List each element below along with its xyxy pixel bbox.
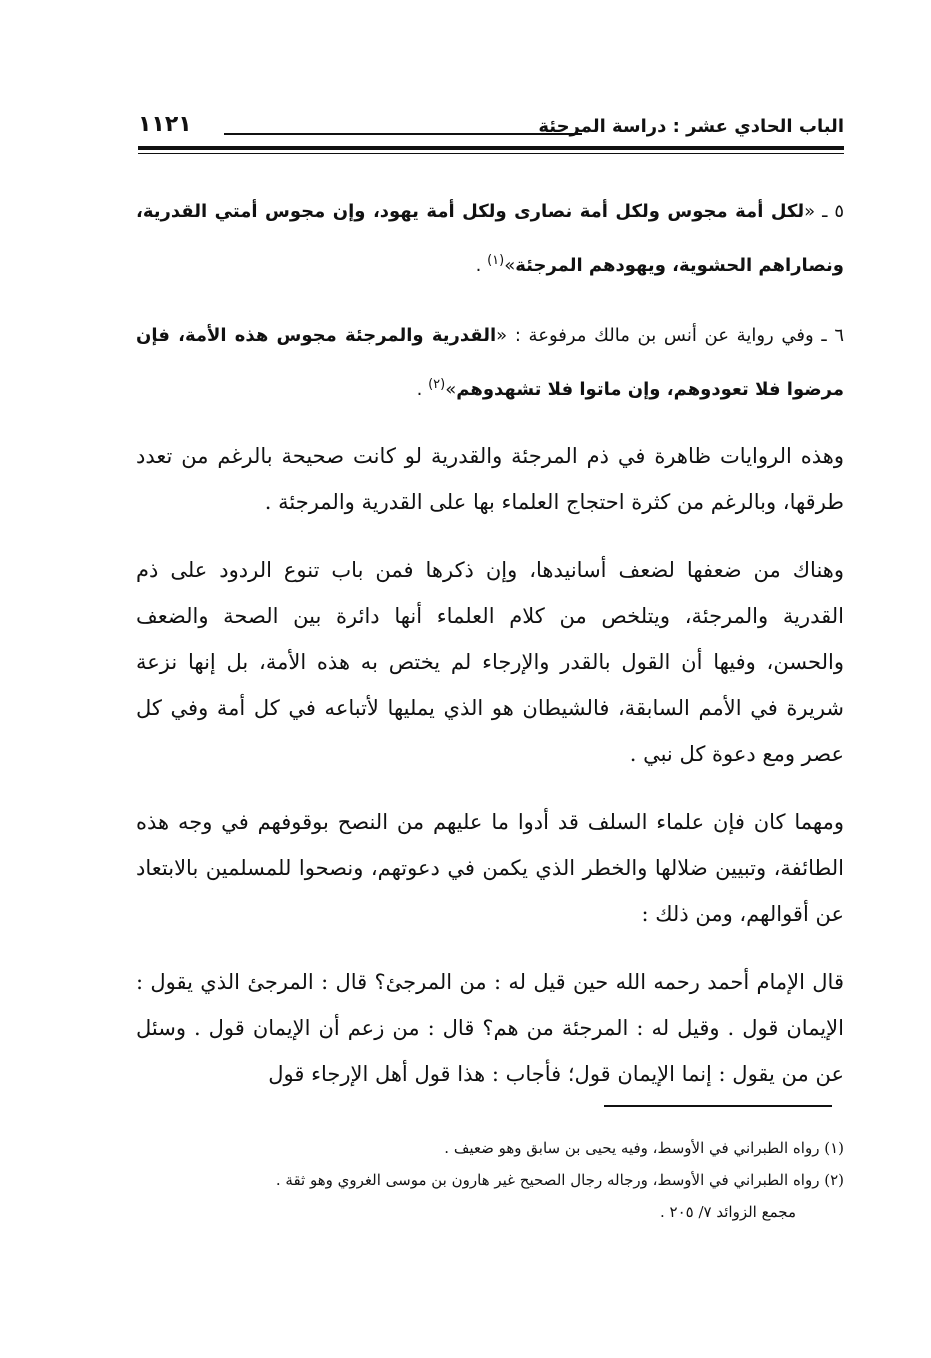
hadith-text: القدرية والمرجئة مجوس هذه الأمة، فإن مرضوا فلا تعودوهم، وإن ماتوا فلا تشهدوهم [136, 325, 844, 400]
footnote-2-continuation: مجمع الزوائد ٧/ ٢٠٥ . [660, 1203, 796, 1221]
footnote-ref: (١) [487, 253, 505, 268]
paragraph: وهذه الروايات ظاهرة في ذم المرجئة والقدرية لو كانت صحيحة بالرغم من تعدد طرقها، وبالرغم من كثرة احتجاج العلماء بها على القدرية والمرجئة . [136, 444, 844, 514]
running-header [138, 112, 844, 142]
header-rule-thick [138, 146, 844, 150]
footnotes [136, 1132, 844, 1228]
hadith-text: لكل أمة مجوس ولكل أمة نصارى ولكل أمة يهود، وإن مجوس أمتي القدرية، ونصاراهم الحشوية، ويهودهم المرجئة [136, 201, 844, 276]
main-text [136, 185, 844, 1119]
paragraph: قال الإمام أحمد رحمه الله حين قيل له : من المرجئ؟ قال : المرجئ الذي يقول : الإيمان قول . وقيل له : المرجئة من هم؟ قال : من زعم أن الإيمان قول . وسئل عن من يقول : إنما الإيمان قول؛ فأجاب : هذا قول أهل الإرجاء قول [136, 970, 844, 1086]
footnote-1: (١) رواه الطبراني في الأوسط، وفيه يحيى بن سابق وهو ضعيف . [444, 1139, 844, 1157]
paragraph: وهناك من ضعفها لضعف أسانيدها، وإن ذكرها فمن باب تنوع الردود على ذم القدرية والمرجئة، ويتلخص من كلام العلماء أنها دائرة بين الصحة والضعف والحسن، وفيها أن القول بالقدر والإرجاء لم يختص به هذه الأمة، بل إنها نزعة شريرة في الأمم السابقة، فالشيطان هو الذي يمليها لأتباعه في كل أمة وفي كل عصر ومع دعوة كل نبي . [136, 558, 844, 766]
paragraph: ومهما كان فإن علماء السلف قد أدوا ما عليهم من النصح بوقوفهم في وجه هذه الطائفة، وتبيين ضلالها والخطر الذي يكمن في دعوتهم، ونصحوا للمسلمين بالابتعاد عن أقوالهم، ومن ذلك : [136, 810, 844, 926]
paragraph-hadith-6: ٦ ـ وفي رواية عن أنس بن مالك مرفوعة : «القدرية والمرجئة مجوس هذه الأمة، فإن مرضوا فلا تعودوهم، وإن ماتوا فلا تشهدوهم»$^{(٢)}$ . [136, 325, 844, 400]
footnote-ref: (٢) [428, 377, 446, 392]
header-rule-thin [138, 153, 844, 154]
paragraph-hadith-5: ٥ ـ «لكل أمة مجوس ولكل أمة نصارى ولكل أمة يهود، وإن مجوس أمتي القدرية، ونصاراهم الحشوية، ويهودهم المرجئة»$^{(١)}$ . [136, 201, 844, 276]
footnote-separator [604, 1105, 832, 1107]
chapter-title: الباب الحادي عشر : دراسة المرجئة [538, 116, 844, 137]
header-line [224, 133, 582, 135]
footnote-2: (٢) رواه الطبراني في الأوسط، ورجاله رجال الصحيح غير هارون بن موسى الغروي وهو ثقة . [275, 1171, 844, 1189]
page-number: ١١٢١ [138, 112, 192, 137]
